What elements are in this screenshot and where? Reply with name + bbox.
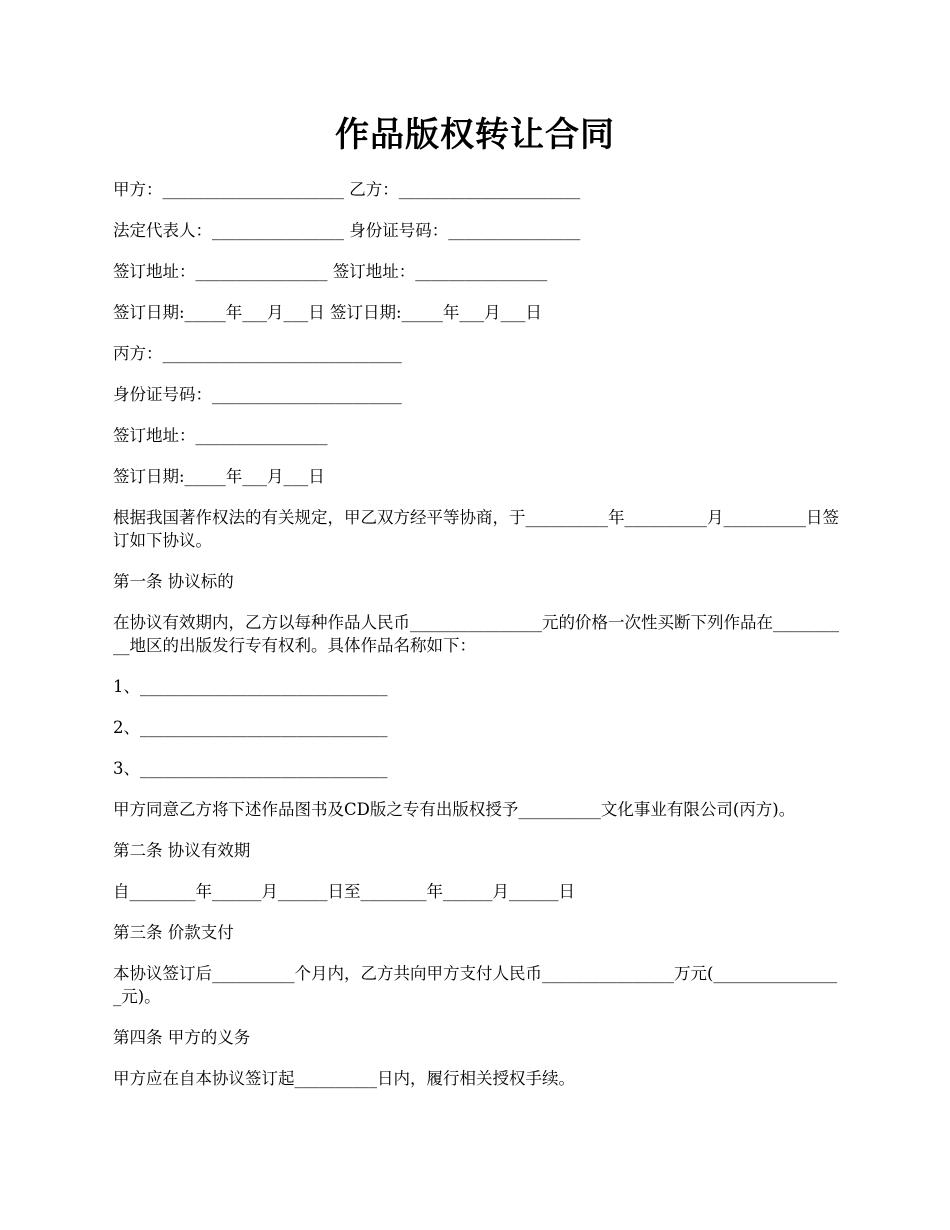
article-3-heading: 第三条 价款支付 [113, 923, 234, 942]
signing-date-line: 签订日期:_____年___月___日 签订日期:_____年___月___日 [113, 303, 542, 322]
work-item-1: 1、______________________________ [113, 677, 388, 696]
work-item-3: 3、______________________________ [113, 759, 388, 778]
representative-id-line: 法定代表人：________________ 身份证号码：________________ [113, 221, 581, 240]
article-1-heading: 第一条 协议标的 [113, 572, 234, 591]
signing-address-line: 签订地址：________________ 签订地址：________________ [113, 262, 548, 281]
article-1-paragraph: 在协议有效期内，乙方以每种作品人民币________________元的价格一次性买断下列作品在__________地区的出版发行专有权利。具体作品名称如下： [113, 613, 839, 655]
preamble-paragraph: 根据我国著作权法的有关规定，甲乙双方经平等协商，于__________年__________月__________日签订如下协议。 [113, 508, 839, 550]
party-c-id-line: 身份证号码：_______________________ [113, 385, 402, 404]
party-c-date-line: 签订日期:_____年___月___日 [113, 467, 325, 486]
license-grant-paragraph: 甲方同意乙方将下述作品图书及CD版之专有出版权授予__________文化事业有限公司(丙方)。 [113, 800, 796, 819]
document-title: 作品版权转让合同 [335, 115, 615, 155]
party-a-b-line: 甲方：______________________ 乙方：______________________ [113, 180, 581, 199]
party-a-obligation-paragraph: 甲方应在自本协议签订起__________日内，履行相关授权手续。 [113, 1069, 575, 1088]
party-c-line: 丙方：_____________________________ [113, 344, 402, 363]
payment-paragraph: 本协议签订后__________个月内，乙方共向甲方支付人民币________________万元(________________元)。 [113, 964, 838, 1006]
article-2-heading: 第二条 协议有效期 [113, 841, 251, 860]
article-4-heading: 第四条 甲方的义务 [113, 1028, 251, 1047]
contract-body [113, 178, 841, 1108]
validity-period-line: 自________年______月______日至________年______月______日 [113, 882, 575, 901]
party-c-address-line: 签订地址：________________ [113, 426, 328, 445]
work-item-2: 2、______________________________ [113, 718, 388, 737]
